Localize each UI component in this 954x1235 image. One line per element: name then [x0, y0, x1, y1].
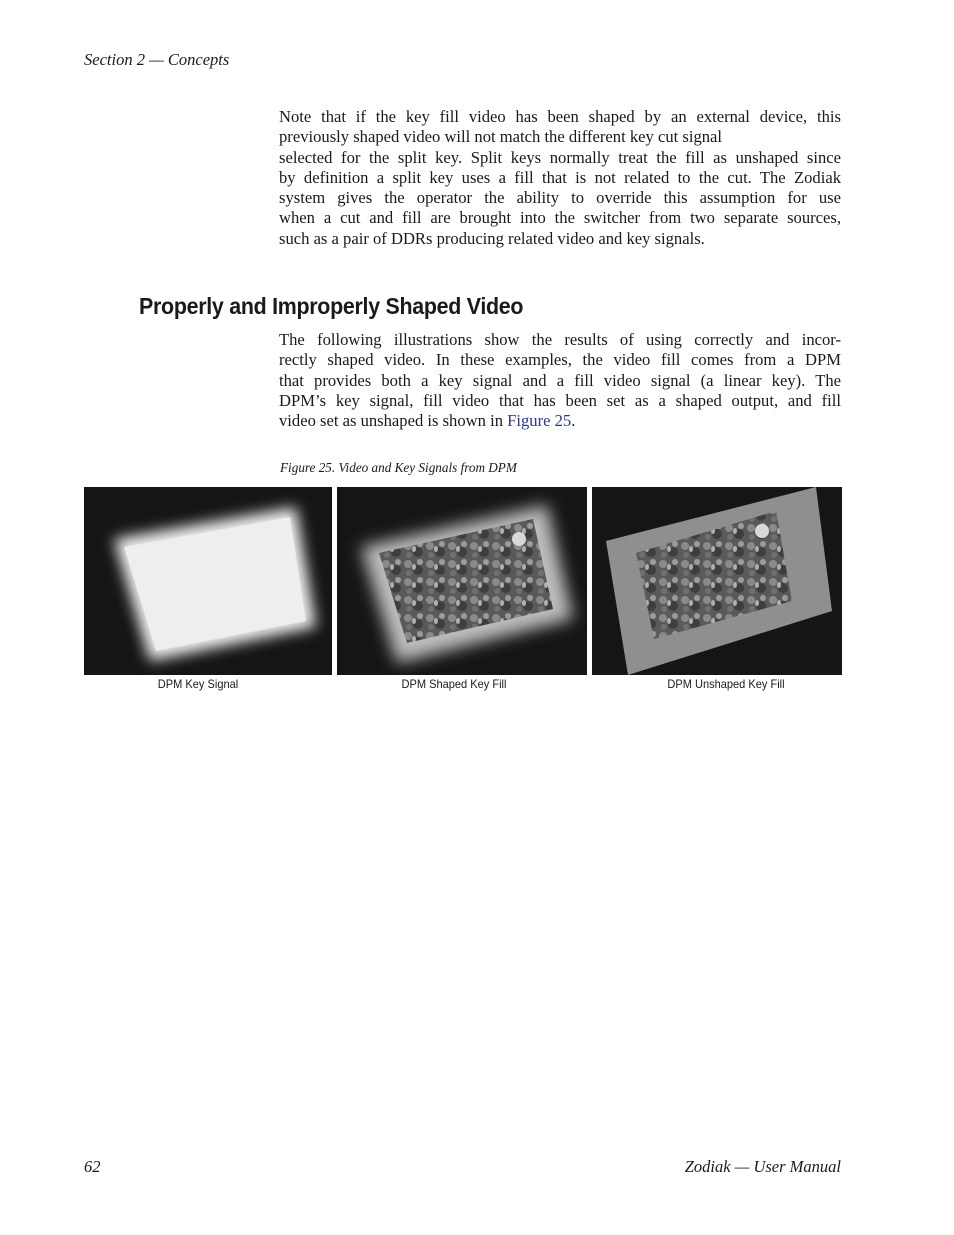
- paragraph-line: that provides both a key signal and a fill video signal (a linear key). The: [279, 370, 841, 390]
- paragraph-line: when a cut and fill are brought into the switcher from two separate sources,: [279, 208, 841, 228]
- dpm-key-signal-image: [84, 487, 332, 675]
- panel-label: DPM Unshaped Key Fill: [667, 677, 785, 691]
- section-heading: Properly and Improperly Shaped Video: [139, 293, 524, 319]
- dpm-shaped-key-fill-image: [337, 487, 587, 675]
- intro-paragraph: [279, 107, 841, 249]
- paragraph-line: selected for the split key. Split keys normally treat the fill as unshaped since: [279, 147, 841, 167]
- page-number: 62: [84, 1157, 101, 1176]
- paragraph-line: [279, 411, 841, 431]
- paragraph-line: DPM’s key signal, fill video that has been set as a shaped output, and fill: [279, 390, 841, 410]
- line-text: .: [571, 411, 576, 431]
- panel-label: DPM Key Signal: [157, 677, 239, 691]
- paragraph-line: Note that if the key fill video has been shaped by an external device, this: [279, 107, 841, 126]
- paragraph-line: such as a pair of DDRs producing related video and key signals.: [279, 228, 705, 248]
- paragraph-line: rectly shaped video. In these examples, the video fill comes from a DPM: [279, 350, 841, 370]
- figure-caption: Figure 25. Video and Key Signals from DPM: [280, 460, 517, 475]
- panel-label: DPM Shaped Key Fill: [401, 677, 507, 691]
- line-text: video set as unshaped is shown in: [279, 411, 508, 431]
- paragraph-line: previously shaped video will not match the different key cut signal: [279, 127, 723, 147]
- paragraph-line: The following illustrations show the results of using correctly and incor-: [279, 330, 841, 349]
- paragraph-line: by definition a split key uses a fill that is not related to the cut. The Zodiak: [279, 167, 841, 187]
- running-head: Section 2 — Concepts: [84, 50, 230, 69]
- paragraph-line: system gives the operator the ability to override this assumption for use: [279, 188, 841, 208]
- shaped-video-paragraph: [279, 330, 841, 431]
- dpm-unshaped-key-fill-image: [592, 487, 842, 675]
- figure-25-link[interactable]: Figure 25: [507, 411, 572, 431]
- manual-title: Zodiak — User Manual: [684, 1157, 841, 1176]
